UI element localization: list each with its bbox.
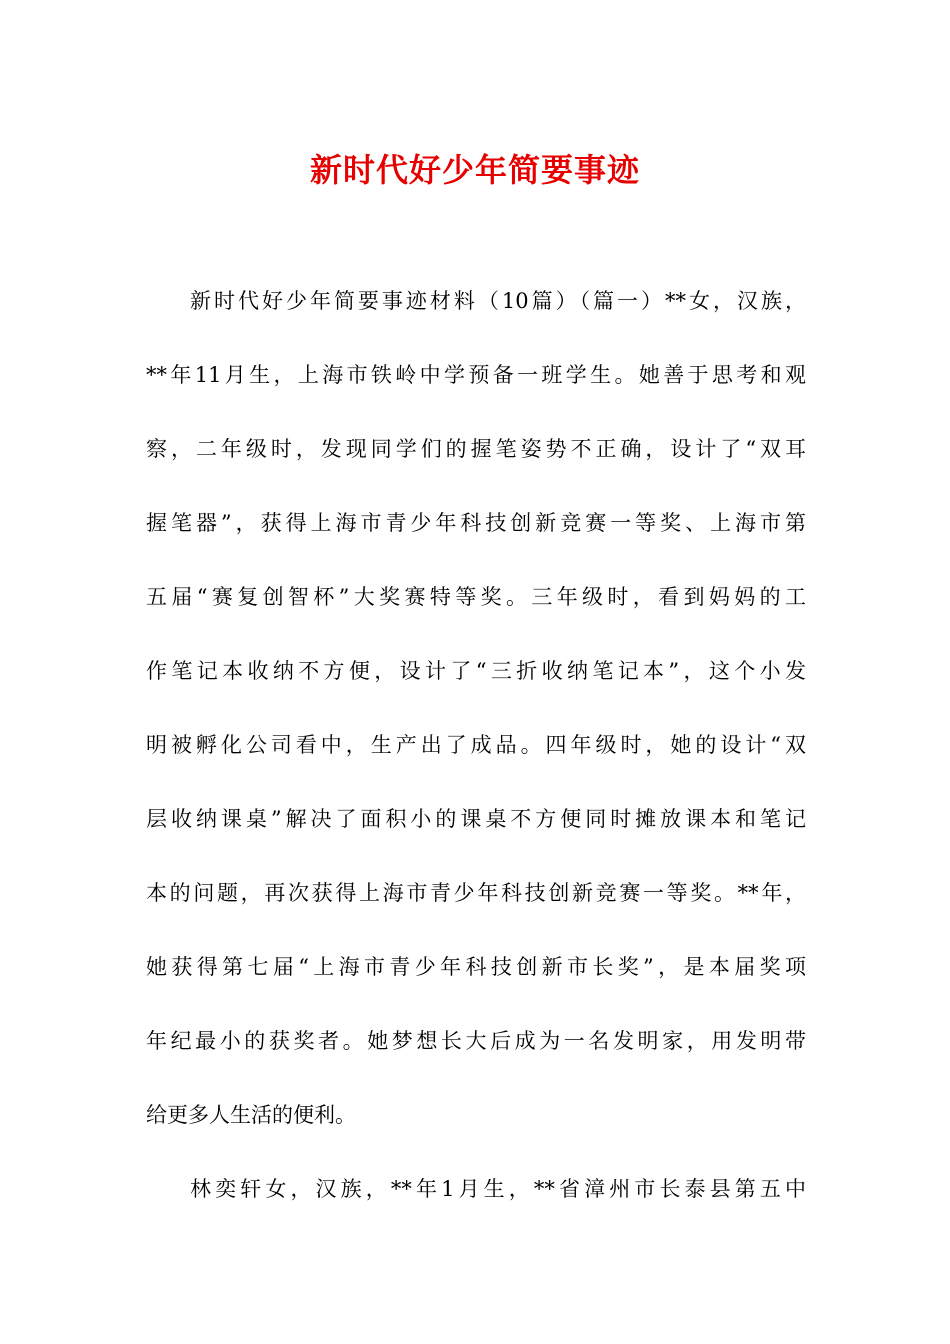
paragraph-1-line-7: 明被孵化公司看中，生产出了成品。四年级时，她的设计“双 — [146, 733, 806, 757]
document-body — [146, 276, 806, 1238]
paragraph-1-line-8: 层收纳课桌”解决了面积小的课桌不方便同时摊放课本和笔记 — [146, 807, 806, 831]
paragraph-1-line-11: 年纪最小的获奖者。她梦想长大后成为一名发明家，用发明带 — [146, 1029, 806, 1053]
paragraph-1-line-1: 新时代好少年简要事迹材料（10篇）（篇一）**女，汉族， — [190, 289, 806, 313]
paragraph-1-line-9: 本的问题，再次获得上海市青少年科技创新竞赛一等奖。**年， — [146, 881, 806, 905]
paragraph-2-line-1: 林奕轩女，汉族，**年1月生，**省漳州市长泰县第五中 — [190, 1177, 806, 1201]
paragraph-1-line-2: **年11月生，上海市铁岭中学预备一班学生。她善于思考和观 — [146, 363, 806, 387]
paragraph-1-line-4: 握笔器”，获得上海市青少年科技创新竞赛一等奖、上海市第 — [146, 511, 806, 535]
paragraph-1-line-12: 给更多人生活的便利。 — [146, 1103, 356, 1127]
paragraph-1-line-3: 察，二年级时，发现同学们的握笔姿势不正确，设计了“双耳 — [146, 437, 806, 461]
paragraph-1-line-10: 她获得第七届“上海市青少年科技创新市长奖”，是本届奖项 — [146, 955, 806, 979]
paragraph-1-line-5: 五届“赛复创智杯”大奖赛特等奖。三年级时，看到妈妈的工 — [146, 585, 806, 609]
paragraph-1-line-6: 作笔记本收纳不方便，设计了“三折收纳笔记本”，这个小发 — [146, 659, 806, 683]
document-title: 新时代好少年简要事迹 — [309, 151, 640, 189]
